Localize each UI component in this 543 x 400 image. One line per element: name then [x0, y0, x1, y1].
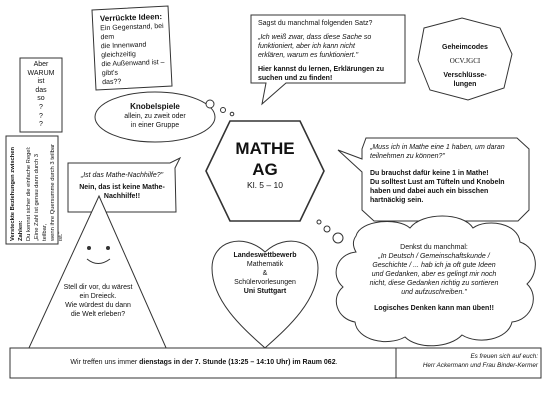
nachhilfe [70, 171, 174, 201]
hidden-relations-title: Versteckte Beziehungen zwischen Zahlen: [10, 146, 24, 241]
hidden-relations [6, 136, 64, 244]
aber-warum-line: ? [39, 121, 43, 129]
cloud-quote-line: nicht, diese Gedanken richtig zu sortieren [369, 280, 499, 287]
grade-one-answer-line: Du solltest Lust am Tüfteln und Knobeln [370, 179, 505, 186]
sentence-quote-line: funktioniert, aber ich kann nicht [258, 43, 355, 50]
aber-warum-line: das [35, 86, 47, 94]
cloud-text [348, 243, 520, 313]
cloud-quote-line: und Gedanken, aber es gelingt mir noch [371, 271, 497, 278]
heart-line: Schülervorlesungen [234, 279, 296, 286]
triangle-line: Wie würdest du dann [65, 302, 131, 309]
crazy-ideas-line: die Außenwand ist – gibt's [101, 58, 165, 78]
puzzles-line: allein, zu zweit oder [124, 113, 186, 120]
puzzles-line: in einer Gruppe [130, 122, 180, 129]
crazy-ideas [100, 12, 171, 87]
triangle-line: Stell dir vor, du wärest [63, 284, 133, 291]
triangle-line: die Welt erleben? [70, 311, 126, 318]
grade-one-answer-line: Du brauchst dafür keine 1 in Mathe! [370, 170, 489, 177]
center-title-ag: AG [252, 160, 278, 179]
heart-line: Uni Stuttgart [243, 288, 287, 295]
sentence-intro: Sagst du manchmal folgenden Satz? [258, 20, 373, 27]
triangle-line: ein Dreieck. [79, 293, 117, 300]
crazy-ideas-title: Verrückte Ideen: [99, 12, 163, 24]
hidden-relations-line: wenn ihre Quersumme durch 3 teilbar ist." [50, 144, 64, 241]
crazy-ideas-line: Ein Gegenstand, bei dem [100, 22, 164, 42]
cloud-quote-line: und aufzuschreiben." [401, 289, 467, 296]
smiley-eye [87, 246, 91, 250]
codes-title: Geheimcodes [442, 44, 488, 51]
grade-one-quote-line: „Muss ich in Mathe eine 1 haben, um daran [370, 144, 505, 151]
crazy-ideas-line: das?? [102, 78, 122, 87]
grade-one-quote-line: teilnehmen zu können?" [370, 153, 445, 160]
puzzles [100, 102, 210, 130]
footer-right-line: Es freuen sich auf euch: [470, 353, 538, 360]
footer-meeting [14, 358, 394, 367]
grade-one [370, 143, 526, 205]
aber-warum-line: Aber [33, 61, 49, 68]
cloud-quote-line: „In Deutsch / Gemeinschaftskunde / [378, 253, 490, 260]
smiley-eye [106, 246, 110, 250]
center-title-mathe: MATHE [235, 139, 295, 158]
aber-warum-line: WARUM [27, 69, 55, 77]
grade-one-answer-line: haben und dabei auch ein bisschen [370, 188, 489, 195]
cloud-quote-line: Geschichte / ... hab ich ja oft gute Ideen [372, 262, 496, 269]
crazy-ideas-line: die Innenwand gleichzeitig [100, 41, 147, 60]
hidden-relations-line: Du kennst sicher die einfache Regel: [26, 146, 32, 241]
aber-warum-line: ? [39, 103, 43, 111]
footer-right-line: Herr Ackermann und Frau Binder-Kermer [422, 362, 538, 369]
aber-warum-line: ist [37, 78, 45, 86]
puzzles-title: Knobelspiele [130, 102, 180, 111]
hidden-relations-line: „Eine Zahl ist genau dann durch 3 teilbar, [34, 153, 48, 241]
heart-line: & [262, 270, 268, 277]
thought-dot [317, 220, 321, 224]
thought-dot [324, 226, 330, 232]
aber-warum-line: ? [39, 112, 43, 120]
nachhilfe-answer-line: Nein, das ist keine Mathe- [79, 184, 165, 191]
nachhilfe-answer-line: Nachhilfe!! [103, 193, 141, 200]
codes-sub-line: lungen [453, 81, 477, 88]
aber-warum [20, 61, 62, 130]
center-title [215, 138, 315, 191]
thought-dot [333, 233, 343, 243]
thought-dot [230, 112, 234, 116]
aber-warum-line: so [37, 95, 45, 103]
sentence-quote-line: erklären, warum es funktioniert." [258, 52, 359, 59]
heart-line: Landeswettbewerb [233, 252, 297, 259]
heart-line: Mathematik [246, 261, 284, 268]
footer-post: . [335, 359, 338, 366]
footer-pre: Wir treffen uns immer [70, 359, 140, 366]
nachhilfe-question: „Ist das Mathe-Nachhilfe?" [80, 172, 164, 179]
footer-bold: dienstags in der 7. Stunde (13:25 – 14:10 Uhr) im Raum 062 [139, 359, 336, 366]
cloud-answer: Logisches Denken kann man üben!! [374, 305, 494, 312]
center-grade: Kl. 5 – 10 [247, 180, 283, 190]
codes-sub-line: Verschlüsse- [443, 72, 487, 79]
sentence-bubble [258, 19, 403, 83]
codes [420, 43, 510, 89]
grade-one-answer-line: hartnäckig sein. [370, 197, 424, 204]
cloud-intro: Denkst du manchmal: [400, 244, 468, 251]
sentence-answer-line: Hier kannst du lernen, Erklärungen zu [258, 66, 385, 73]
triangle-text [50, 283, 146, 319]
heart-text [215, 251, 315, 296]
sentence-quote-line: „Ich weiß zwar, dass diese Sache so [258, 34, 372, 41]
thought-dot [221, 108, 226, 113]
sentence-answer-line: suchen und zu finden! [258, 75, 333, 82]
footer-contacts [398, 352, 538, 370]
codes-cipher: OCV.JGCI [449, 57, 481, 65]
